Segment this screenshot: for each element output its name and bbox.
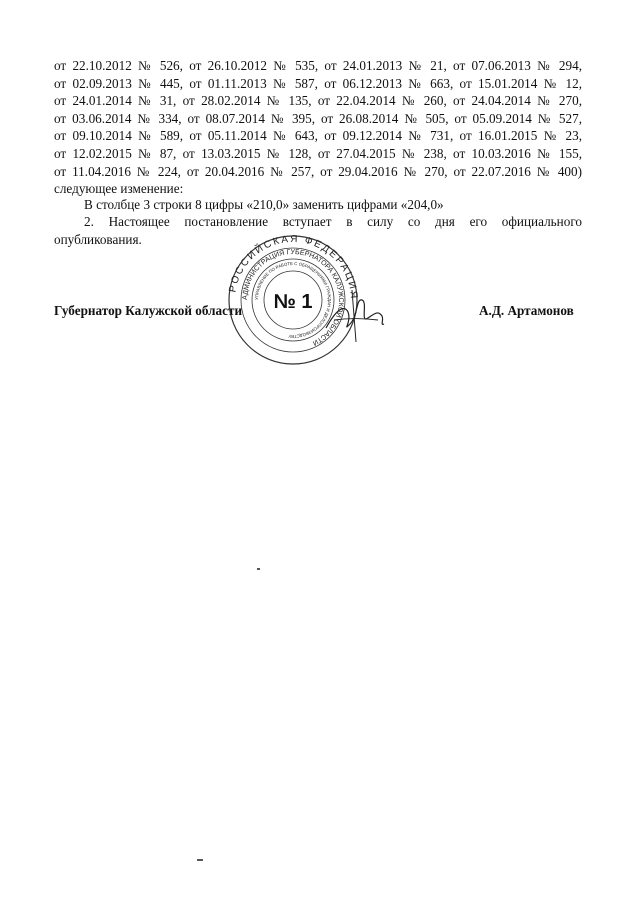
seal-middle-text: АДМИНИСТРАЦИЯ ГУБЕРНАТОРА КАЛУЖСКОЙ ОБЛАСТИ [241,248,345,347]
clause-2-line: опубликования. [54,231,142,247]
list-line: следующее изменение: [54,181,184,197]
seal-outer-text: РОССИЙСКАЯ ФЕДЕРАЦИЯ [227,233,360,301]
list-line: от 09.10.2014 № 589, от 05.11.2014 № 643, от 09.12.2014 № 731, от 16.01.2015 № 23, [54,128,582,144]
list-line: от 03.06.2014 № 334, от 08.07.2014 № 395, от 26.08.2014 № 505, от 05.09.2014 № 527, [54,110,582,126]
seal-inner-text: УПРАВЛЕНИЕ ПО РАБОТЕ С ОБРАЩЕНИЯМИ ГРАЖДАН И ДЕЛОПРОИЗВОДСТВУ [253,260,333,340]
resolution-list-paragraph [54,57,582,198]
list-line: от 02.09.2013 № 445, от 01.11.2013 № 587, от 06.12.2013 № 663, от 15.01.2014 № 12, [54,75,582,91]
scan-speck [257,568,260,570]
list-line: от 11.04.2016 № 224, от 20.04.2016 № 257, от 29.04.2016 № 270, от 22.07.2016 № 400) [54,163,582,179]
seal-number: № 1 [273,291,313,313]
signer-name: А.Д. Артамонов [479,303,574,318]
list-line: от 24.01.2014 № 31, от 28.02.2014 № 135, от 22.04.2014 № 260, от 24.04.2014 № 270, [54,93,582,109]
change-instruction: В столбце 3 строки 8 цифры «210,0» заменить цифрами «204,0» [84,197,444,212]
list-line: от 12.02.2015 № 87, от 13.03.2015 № 128, от 27.04.2015 № 238, от 10.03.2016 № 155, [54,145,582,161]
signer-position: Губернатор Калужской области [54,303,243,318]
scan-speck [197,859,203,861]
clause-2-line: 2. Настоящее постановление вступает в силу со дня его официального [84,214,582,229]
handwritten-signature [322,280,392,350]
list-line: от 22.10.2012 № 526, от 26.10.2012 № 535, от 24.01.2013 № 21, от 07.06.2013 № 294, [54,58,582,73]
